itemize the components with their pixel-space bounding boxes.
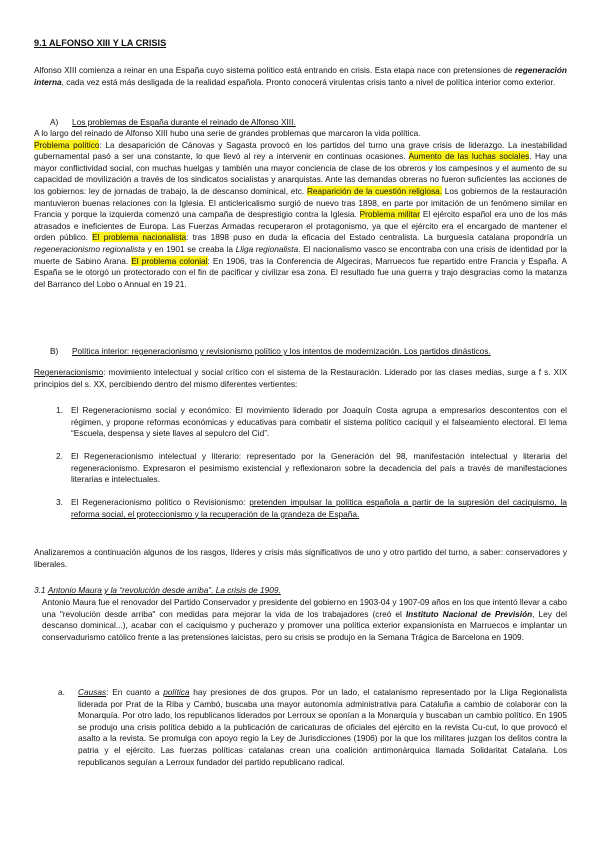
intro-emphasis: regeneración interna [34,65,567,87]
politica-term: política [163,687,190,697]
problems-paragraph: Problema político: La desaparición de Cánovas y Sagasta provocó en los partidos del turno una grave crisis de liderazgo. La inestabilidad gubernamental pasó a ser una constante, lo que llevó al rey a intervenir en continuas ocasiones. Aumento de las luchas sociales. Hay una mayor conflictividad social, con muchas huelgas y también una mayor conciencia de clase de los obreros y los campesinos y el aumento de su capacidad de movilización a través de los sindicatos socialistas y anarquistas. Ante las demandas obreras no fueron suficientes las acciones de los gobiernos: ley de jornadas de trabajo, la de descanso dominical, etc. Reaparición de la cuestión religiosa. Los gobiernos de la restauración mantuvieron buenas relaciones con la Iglesia. El anticlericalismo surgió de nuevo tras 1898, en parte por imitación de un fenómeno similar en Francia y porque la izquierda comenzó una campaña de desprestigio contra la Iglesia. Problema militar El ejército español era uno de los más atrasados e ineficientes de Europa. Las Fuerzas Armadas recuperaron el protagonismo, ya que el ejército era el encargado de mantener el orden público. El problema nacionalista: tras 1898 puso en duda la eficacia del Estado centralista. La burguesía catalana propondría un regeneracionismo regionalista y en 1901 se creaba la Lliga regionalista. El nacionalismo vasco se encontraba con una crisis de identidad por la muerte de Sabino Arana. El problema colonial: En 1906, tras la Conferencia de Algeciras, Marruecos fue repartido entre Francia y España. A España se le otorgó un protectorado con el fin de pacificar y civilizar esa zona. El resultado fue una guerra y trajo desgracias como la matanza del Barranco del Lobo o Annual en 19 21. [34,139,568,289]
analysis-paragraph: Analizaremos a continuación algunos de los rasgos, líderes y crisis más significativos de uno y otro partido del turno, a saber: conservadores y liberales. [34,547,567,569]
causas-label: Causas [78,687,107,697]
instituto-prevision: Instituto Nacional de Previsión [405,608,533,619]
section-b-title: Política interior: regeneracionismo y revisionismo político y los intentos de modernización. Los partidos dinásticos. [72,346,491,356]
section-a-title: Los problemas de España durante el reinado de Alfonso XIII. [72,117,296,127]
maura-paragraph: Antonio Maura fue el renovador del Partido Conservador y presidente del gobierno en 1903-04 y 1907-09 años en los que intentó llevar a cabo una "revolución desde arriba" con medidas para mejorar la vida de los trabajadores (creó el Instituto Nacional de Previsión, Ley del descanso dominical...), acabar con el caciquismo y pucherazo y promover una política exterior expansionista en Marruecos e implantar un conservadurismo católico frente a las pretensiones laicistas, pero su crisis se produjo en la Semana Trágica de Barcelona en 1909. [42,597,567,642]
subsection-3-1-title: Antonio Maura y la “revolución desde arriba”. La crisis de 1909. [47,585,281,595]
highlight-problema-militar: Problema militar [359,209,421,220]
list-item: 1. El Regeneracionismo social y económico: El movimiento liderado por Joaquín Costa agrupa a empresarios descontentos con el régimen, y propone reformas económicas y educativas para combatir el sistema político caciquil y el falseamiento electoral. El lema “Escuela, despensa y siete llaves al sepulcro del Cid”. [56,405,567,439]
regeneracionismo-definition: Regeneracionismo: movimiento intelectual y social crítico con el sistema de la Restauración. Liderado por las clases medias, surge a f s. XIX principios del s. XX, percibiendo dentro del mismo diferentes vertientes: [34,367,567,389]
list-item: 3. El Regeneracionismo político o Revisionismo: pretenden impulsar la política española a partir de la supresión del caciquismo, la reforma social, el proteccionismo y la recuperación de la grandeza de España. [56,497,567,519]
list-item: 2. El Regeneracionismo intelectual y literario: representado por la Generación del 98, manifestación intelectual y literaria del regeneracionismo. Expresaron el pesimismo existencial y reflexionaron sobre la decadencia del país a través de manifestaciones literarias e intelectuales. [56,451,567,485]
section-a-heading [50,117,570,129]
page-title: 9.1 ALFONSO XIII Y LA CRISIS [34,38,167,48]
highlight-cuestion-religiosa: Reaparición de la cuestión religiosa. [306,185,443,196]
causas-item: a. Causas: En cuanto a política hay presiones de dos grupos. Por un lado, el catalanismo representado por la Lliga Regionalista liderada por Prat de la Riba y Cambó, buscaba una mayor autonomía administrativa para Cataluña a cambio de colaborar con la Monarquía. Por otro lado, los republicanos liderados por Lerroux se oponían a la Monarquía y buscaban un cambio político. En 1905 se produjo una crisis política debido a la publicación de caricaturas de oficiales del ejército en la revista Cu-cut, lo que provocó el asalto a la revista. Se promulga con apoyo regio la Ley de Jurisdicciones (1906) por la que los militares juzgan los delitos contra la patria y el ejército. Las fuerzas políticas catalanas crean una coalición antimonárquica llamada Solidaritat Catalana. Los republicanos seguían a Lerroux fundador del partido republicano radical. [58,687,567,767]
subsection-3-1-heading: 3.1 Antonio Maura y la “revolución desde arriba”. La crisis de 1909. [34,585,281,595]
section-a-body [34,128,567,290]
highlight-problema-colonial: El problema colonial [131,255,208,266]
intro-paragraph: Alfonso XIII comienza a reinar en una España cuyo sistema político está entrando en crisis. Esta etapa nace con pretensiones de regeneración interna, cada vez está más desligada de la realidad española. Pronto conocerá virulentas crisis tanto a nivel de política interior como exterior. [34,65,567,87]
section-a-lead: A lo largo del reinado de Alfonso XIII hubo una serie de grandes problemas que marcaron la vida política. [34,128,421,138]
section-a-label: A) [50,117,59,127]
highlight-problema-politico: Problema político [34,139,100,150]
highlight-problema-nacionalista: El problema nacionalista [92,232,187,243]
section-b-heading [50,346,570,358]
section-b-label: B) [50,346,59,356]
regeneracionismo-term: Regeneracionismo [34,367,104,377]
highlight-luchas-sociales: Aumento de las luchas sociales [408,151,530,162]
